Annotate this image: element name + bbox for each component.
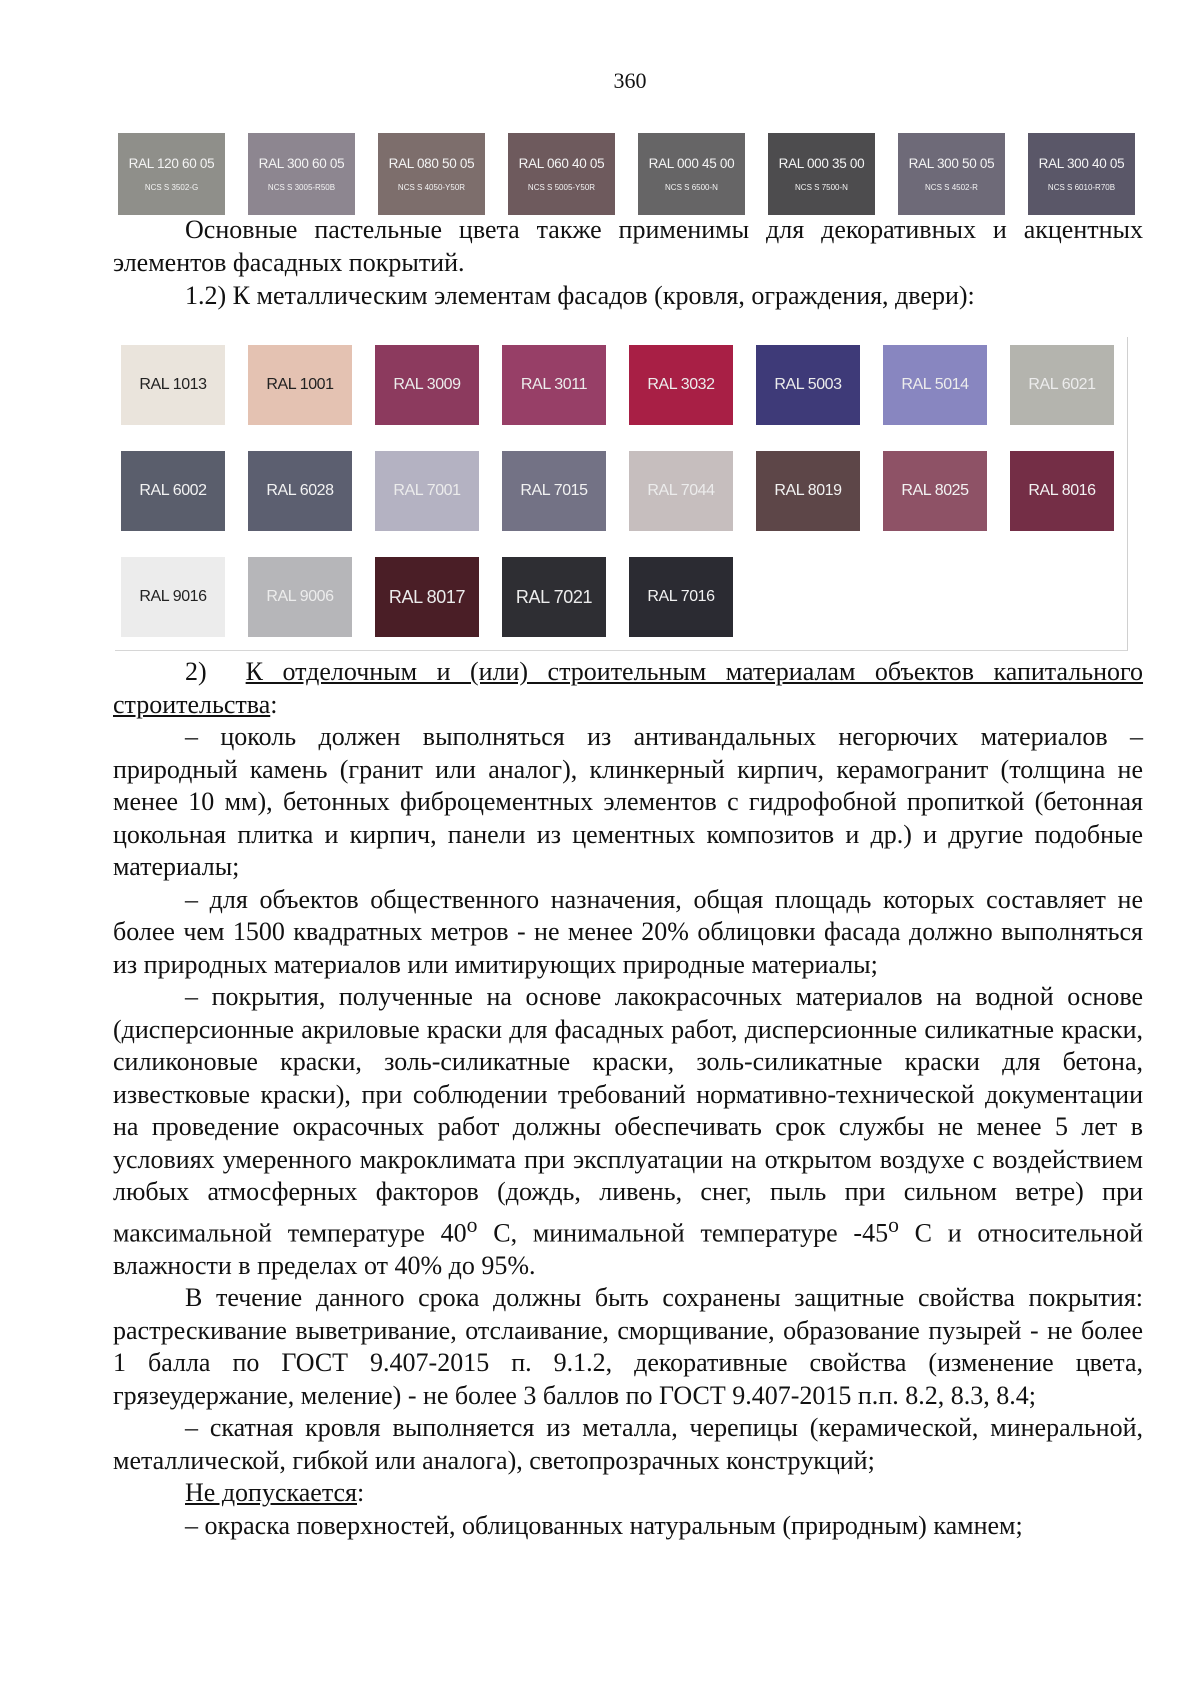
ral-swatch: RAL 5014 [883, 345, 987, 425]
item-plinth: – цоколь должен выполняться из антивандальных негорючих материалов – природный камень (гранит или аналог), клинкерный кирпич, керамогранит (толщина не менее 10 мм), бетонных фиброцементных элементов с гидрофобной пропиткой (бетонная цокольная плитка и кирпич, панели из цементных композитов и др.) и другие подобные материалы; [113, 722, 1143, 881]
coatings-text-1: – покрытия, полученные на основе лакокрасочных материалов на водной основе (дисперсионные акриловые краски для фасадных работ, дисперсионные силикатные краски, силиконовые краски, золь-силикатные краски, золь-силикатные краски для бетона, известковые краски), при соблюдении требований нормативно-технической документации на проведение окрасочных работ должны обеспечивать срок службы не менее 5 лет в условиях умеренного макроклимата при эксплуатации на открытом воздухе с воздействием любых атмосферных факторов (дождь, ливень, снег, пыль при сильном ветре) при максимальной температуре 40 [113, 982, 1143, 1248]
ral-swatch: RAL 8016 [1010, 451, 1114, 531]
ral-swatch: RAL 1001 [248, 345, 352, 425]
ncs-swatch-ncs-label: NCS S 6500-N [665, 183, 718, 192]
ncs-swatch-ral-label: RAL 060 40 05 [518, 156, 605, 171]
ral-swatch: RAL 7001 [375, 451, 479, 531]
ral-swatch: RAL 3009 [375, 345, 479, 425]
ral-swatch: RAL 6028 [248, 451, 352, 531]
metal-heading: 1.2) К металлическим элементам фасадов (кровля, ограждения, двери): [185, 281, 975, 310]
ncs-swatch [378, 133, 485, 215]
not-allowed-heading [113, 1477, 1143, 1510]
ral-swatch: RAL 3032 [629, 345, 733, 425]
ncs-swatch-ncs-label: NCS S 4050-Y50R [397, 183, 466, 192]
ncs-swatch [768, 133, 875, 215]
not-allowed-colon: : [357, 1478, 365, 1508]
ral-palette-panel [115, 337, 1128, 651]
ncs-swatch-ral-label: RAL 300 40 05 [1038, 156, 1125, 171]
ral-swatch: RAL 7015 [502, 451, 606, 531]
item-stone-painting: – окраска поверхностей, облицованных натуральным (природным) камнем; [185, 1510, 1023, 1540]
ral-swatch: RAL 7021 [502, 557, 606, 637]
ncs-swatch [1028, 133, 1135, 215]
ral-swatch: RAL 6021 [1010, 345, 1114, 425]
ral-swatch: RAL 7016 [629, 557, 733, 637]
ncs-swatch [118, 133, 225, 215]
ncs-swatch-ncs-label: NCS S 4502-R [925, 183, 978, 192]
ral-swatch: RAL 8017 [375, 557, 479, 637]
ncs-swatch-ncs-label: NCS S 3005-R50B [267, 183, 336, 192]
main-text-block [113, 656, 1143, 1542]
ncs-swatch [638, 133, 745, 215]
degree-mark-2: o [888, 1212, 899, 1237]
ncs-swatch [898, 133, 1005, 215]
ral-swatch: RAL 3011 [502, 345, 606, 425]
pastel-paragraph-block [113, 214, 1143, 279]
ncs-swatch-ral-label: RAL 300 60 05 [258, 156, 345, 171]
ncs-swatch-ral-label: RAL 000 35 00 [778, 156, 865, 171]
ncs-swatch-ncs-label: NCS S 7500-N [795, 183, 848, 192]
not-allowed-label: Не допускается [185, 1478, 357, 1508]
pastel-paragraph: Основные пастельные цвета также применимы для декоративных и акцентных элементов фасадных покрытий. [113, 215, 1143, 277]
ncs-swatch-ral-label: RAL 080 50 05 [388, 156, 475, 171]
ncs-color-strip [118, 133, 1135, 215]
ncs-swatch-ncs-label: NCS S 5005-Y50R [527, 183, 596, 192]
item-public-buildings: – для объектов общественного назначения, общая площадь которых составляет не более чем 1500 квадратных метров - не менее 20% облицовки фасада должно выполняться из природных материалов или имитирующих природные материалы; [113, 884, 1143, 979]
ncs-swatch-ral-label: RAL 300 50 05 [908, 156, 995, 171]
metal-heading-block [113, 280, 1143, 313]
ral-swatch: RAL 5003 [756, 345, 860, 425]
section2-title: К отделочным и (или) строительным материалам объектов капитального строительства [113, 657, 1144, 719]
ncs-swatch [248, 133, 355, 215]
ral-swatch: RAL 9016 [121, 557, 225, 637]
period-paragraph: В течение данного срока должны быть сохранены защитные свойства покрытия: растрескивание выветривание, отслаивание, сморщивание, образование пузырей - не более 1 балла по ГОСТ 9.407-2015 п. 9.1.2, декоративные свойства (изменение цвета, грязеудержание, меление) - не более 3 баллов по ГОСТ 9.407-2015 п.п. 8.2, 8.3, 8.4; [113, 1283, 1143, 1410]
section2-colon: : [270, 689, 278, 719]
ncs-swatch-ncs-label: NCS S 3502-G [144, 183, 199, 192]
item-coatings [113, 981, 1143, 1282]
ral-palette-grid [121, 345, 1114, 637]
coatings-text-3: С и относительной влажности в пределах от 40% до 95%. [113, 1218, 1143, 1280]
ncs-swatch-ncs-label: NCS S 6010-R70B [1047, 183, 1116, 192]
page-number: 360 [613, 68, 647, 93]
coatings-text-2: С, минимальной температуре -45 [477, 1218, 889, 1248]
degree-mark-1: o [466, 1212, 478, 1237]
ncs-swatch [508, 133, 615, 215]
ncs-swatch-ral-label: RAL 000 45 00 [648, 156, 735, 171]
item-roof: – скатная кровля выполняется из металла, черепицы (керамической, минеральной, металлической, гибкой или аналога), светопрозрачных конструкций; [113, 1413, 1143, 1475]
ral-swatch: RAL 9006 [248, 557, 352, 637]
ral-swatch: RAL 8025 [883, 451, 987, 531]
ral-swatch: RAL 8019 [756, 451, 860, 531]
ral-swatch: RAL 1013 [121, 345, 225, 425]
ral-swatch: RAL 7044 [629, 451, 733, 531]
ral-swatch: RAL 6002 [121, 451, 225, 531]
section2-number: 2) [185, 657, 207, 686]
section2-heading [113, 656, 1143, 721]
ncs-swatch-ral-label: RAL 120 60 05 [128, 156, 215, 171]
